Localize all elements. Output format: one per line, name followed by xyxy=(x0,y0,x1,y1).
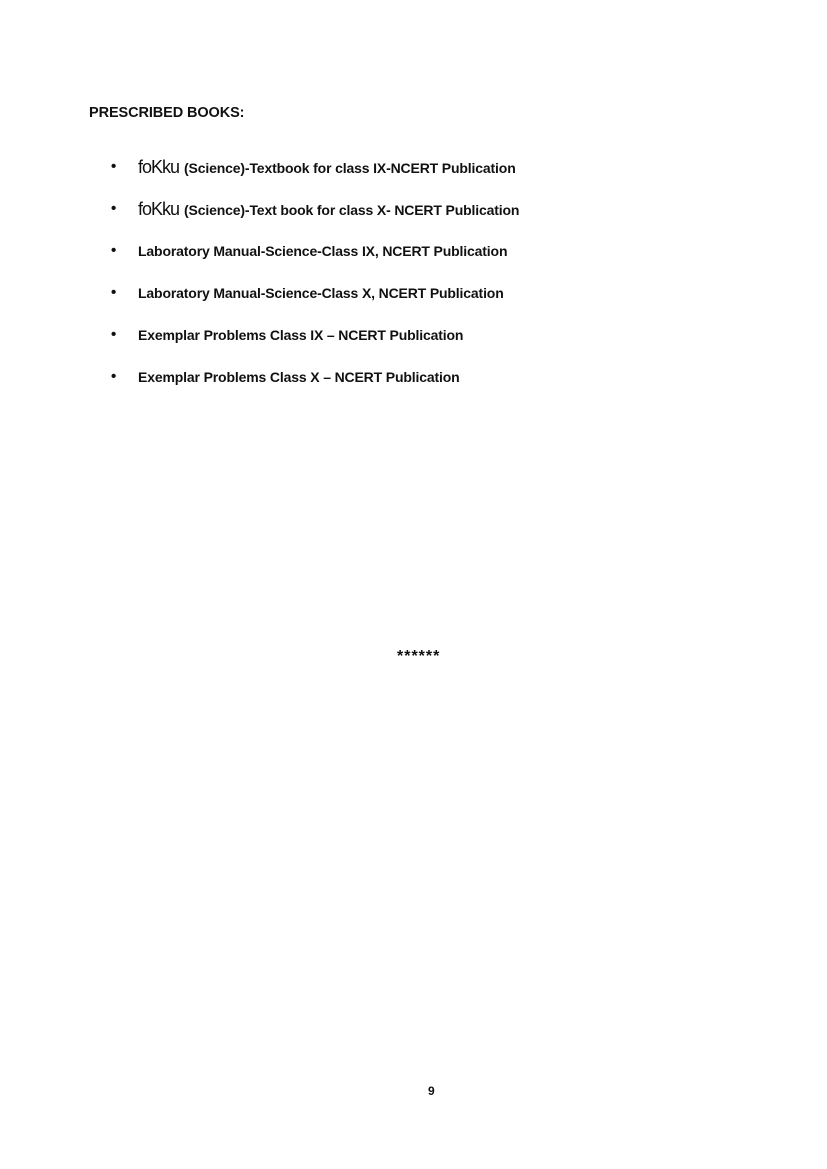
list-item-text xyxy=(138,323,463,347)
book-title: Laboratory Manual-Science-Class X, NCERT Publication xyxy=(138,285,504,301)
book-title: (Science)-Textbook for class IX-NCERT Publication xyxy=(184,160,516,176)
list-item-text xyxy=(138,197,519,222)
list-item-text xyxy=(138,281,504,305)
list-item-text xyxy=(138,155,516,180)
page-number: 9 xyxy=(428,1084,435,1098)
hindi-title: foKku xyxy=(138,157,180,177)
bullet-icon: • xyxy=(111,200,117,217)
section-separator: ****** xyxy=(397,648,441,665)
book-title: Exemplar Problems Class X – NCERT Publication xyxy=(138,369,460,385)
bullet-icon: • xyxy=(111,242,117,259)
bullet-icon: • xyxy=(111,158,117,175)
bullet-icon: • xyxy=(111,368,117,385)
hindi-title: foKku xyxy=(138,199,180,219)
bullet-icon: • xyxy=(111,326,117,343)
book-title: (Science)-Text book for class X- NCERT Publication xyxy=(184,202,520,218)
list-item-text xyxy=(138,365,460,389)
book-title: Exemplar Problems Class IX – NCERT Publication xyxy=(138,327,464,343)
book-title: Laboratory Manual-Science-Class IX, NCERT Publication xyxy=(138,243,508,259)
list-item-text xyxy=(138,239,507,263)
section-heading: PRESCRIBED BOOKS: xyxy=(89,105,245,121)
bullet-icon: • xyxy=(111,284,117,301)
